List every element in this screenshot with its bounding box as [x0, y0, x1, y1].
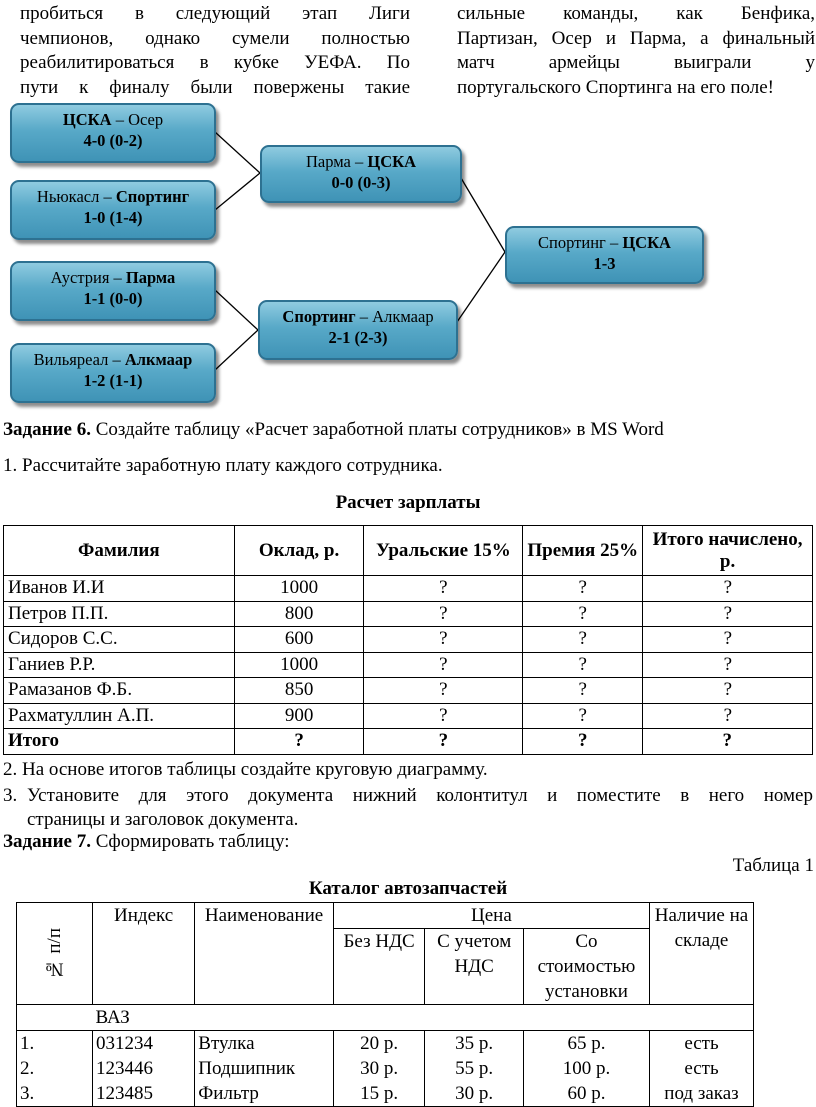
table-cell: ? — [364, 703, 523, 729]
match-box — [10, 343, 216, 403]
table-cell: Ганиев Р.Р. — [4, 652, 235, 678]
text-line: матч армейцы выиграли у — [457, 52, 815, 73]
table-cell: ? — [643, 627, 813, 653]
column-header: Оклад, р. — [234, 526, 364, 576]
match-box — [10, 261, 216, 321]
rotated-header-text: № п/п — [44, 927, 65, 980]
column-header — [17, 903, 93, 1005]
match-box — [10, 180, 216, 240]
table-cell: ? — [523, 652, 643, 678]
group-label: ВАЗ — [93, 1005, 754, 1031]
text-line: Партизан, Осер и Парма, а финальный — [457, 27, 815, 49]
table-cell: ? — [364, 729, 523, 755]
table-cell: 55 р. — [425, 1056, 524, 1081]
table-row — [4, 703, 813, 729]
column-header: Итого начислено, р. — [643, 526, 813, 576]
text-line: пробиться в следующий этап Лиги — [20, 3, 410, 24]
column-header: Индекс — [93, 903, 195, 1005]
match-score: 1-3 — [593, 254, 616, 273]
match-box — [258, 300, 458, 360]
table-cell: 1000 — [234, 652, 364, 678]
table-cell: 2. — [17, 1056, 93, 1081]
match-teams: Спортинг – ЦСКА — [538, 233, 671, 252]
column-header: Без НДС — [333, 929, 425, 1005]
text-line: пути к финалу были повержены такие — [20, 76, 410, 98]
table-cell: под заказ — [649, 1081, 753, 1107]
match-score: 1-2 (1-1) — [83, 371, 143, 390]
table-total-row — [4, 729, 813, 755]
table-cell: ? — [523, 576, 643, 602]
table-cell: 123446 — [93, 1056, 195, 1081]
table-row — [4, 652, 813, 678]
table-cell: 123485 — [93, 1081, 195, 1107]
table-cell: ? — [364, 627, 523, 653]
text-line: португальского Спортинга на его поле! — [457, 76, 774, 98]
match-teams: Вильяреал – Алкмаар — [33, 350, 193, 369]
table-cell: 800 — [234, 601, 364, 627]
table-cell: 20 р. — [333, 1031, 425, 1057]
catalog-table-title: Каталог автозапчастей — [308, 878, 508, 899]
table-cell: ? — [364, 678, 523, 704]
list-number: 3. — [3, 785, 18, 806]
table-row — [4, 601, 813, 627]
table-cell: 1. — [17, 1031, 93, 1057]
column-header: Цена — [333, 903, 649, 929]
table-cell: ? — [643, 576, 813, 602]
table-cell: 35 р. — [425, 1031, 524, 1057]
table-cell: ? — [523, 601, 643, 627]
text-line: страницы и заголовок документа. — [27, 809, 299, 830]
table-cell: 15 р. — [333, 1081, 425, 1107]
match-score: 1-0 (1-4) — [83, 208, 143, 227]
table-cell: ? — [364, 601, 523, 627]
column-header: Уральские 15% — [364, 526, 523, 576]
match-box — [10, 103, 216, 163]
table-cell: ? — [523, 678, 643, 704]
table-cell: ? — [643, 601, 813, 627]
table-cell: Втулка — [195, 1031, 334, 1057]
table-cell: 600 — [234, 627, 364, 653]
match-teams: Аустрия – Парма — [50, 268, 176, 287]
table-row — [4, 678, 813, 704]
column-header: Со стоимостью установки — [523, 929, 649, 1005]
match-score: 4-0 (0-2) — [83, 131, 143, 150]
table-cell: ? — [643, 729, 813, 755]
table-cell: Рамазанов Ф.Б. — [4, 678, 235, 704]
table-cell: 30 р. — [425, 1081, 524, 1107]
table-cell: ? — [234, 729, 364, 755]
table-cell: ? — [364, 652, 523, 678]
task6-item-1: 1. Рассчитайте заработную плату каждого сотрудника. — [3, 455, 443, 476]
task6-item-3 — [3, 784, 813, 832]
table-header-row — [17, 903, 754, 929]
match-score: 2-1 (2-3) — [328, 328, 388, 347]
table-cell: 850 — [234, 678, 364, 704]
final-match-box — [505, 226, 704, 284]
table-cell: Сидоров С.С. — [4, 627, 235, 653]
table-cell: Фильтр — [195, 1081, 334, 1107]
table-cell: ? — [643, 678, 813, 704]
match-teams: ЦСКА – Осер — [62, 110, 164, 129]
table-cell: ? — [523, 729, 643, 755]
table-cell: есть — [649, 1031, 753, 1057]
table-cell: 1000 — [234, 576, 364, 602]
table-cell: 65 р. — [523, 1031, 649, 1057]
match-teams: Парма – ЦСКА — [305, 152, 417, 171]
salary-table-title: Расчет зарплаты — [335, 492, 481, 513]
match-teams: Спортинг – Алкмаар — [282, 307, 434, 326]
salary-table — [3, 525, 813, 755]
text-line: реабилитироваться в кубке УЕФА. По — [20, 52, 410, 73]
table-cell: ? — [643, 652, 813, 678]
column-header: С учетом НДС — [425, 929, 524, 1005]
table-cell: Петров П.П. — [4, 601, 235, 627]
match-teams: Ньюкасл – Спортинг — [36, 187, 190, 206]
table-cell: ? — [364, 576, 523, 602]
catalog-table — [16, 902, 754, 1107]
table-row — [4, 627, 813, 653]
table-cell: 100 р. — [523, 1056, 649, 1081]
column-header: Наличие на складе — [649, 903, 753, 1005]
text-line: сильные команды, как Бенфика, — [457, 3, 815, 24]
table-cell: ? — [643, 703, 813, 729]
match-score: 1-1 (0-0) — [83, 289, 143, 308]
table-row — [17, 1031, 754, 1057]
table-cell: 30 р. — [333, 1056, 425, 1081]
table-caption: Таблица 1 — [732, 855, 814, 876]
table-cell: Итого — [4, 729, 235, 755]
table-cell: ? — [523, 703, 643, 729]
text-line: чемпионов, однако сумели полностью — [20, 27, 410, 49]
text-line: Установите для этого документа нижний колонтитул и поместите в него номер — [27, 785, 813, 806]
table-cell: Подшипник — [195, 1056, 334, 1081]
table-cell: Рахматуллин А.П. — [4, 703, 235, 729]
table-cell: есть — [649, 1056, 753, 1081]
column-header: Премия 25% — [523, 526, 643, 576]
task7-heading: Задание 7. Сформировать таблицу: — [3, 831, 290, 852]
table-row — [4, 576, 813, 602]
match-box — [260, 145, 462, 203]
table-cell: Иванов И.И — [4, 576, 235, 602]
column-header: Наименование — [195, 903, 334, 1005]
column-header: Фамилия — [4, 526, 235, 576]
table-group-row — [17, 1005, 754, 1031]
table-row — [17, 1056, 754, 1081]
task6-item-2: 2. На основе итогов таблицы создайте круговую диаграмму. — [3, 759, 488, 780]
match-score: 0-0 (0-3) — [331, 173, 391, 192]
table-cell: 60 р. — [523, 1081, 649, 1107]
table-cell: 900 — [234, 703, 364, 729]
table-cell: 3. — [17, 1081, 93, 1107]
table-cell: 031234 — [93, 1031, 195, 1057]
table-header-row — [4, 526, 813, 576]
task6-heading: Задание 6. Создайте таблицу «Расчет заработной платы сотрудников» в MS Word — [3, 419, 664, 440]
table-cell: ? — [523, 627, 643, 653]
